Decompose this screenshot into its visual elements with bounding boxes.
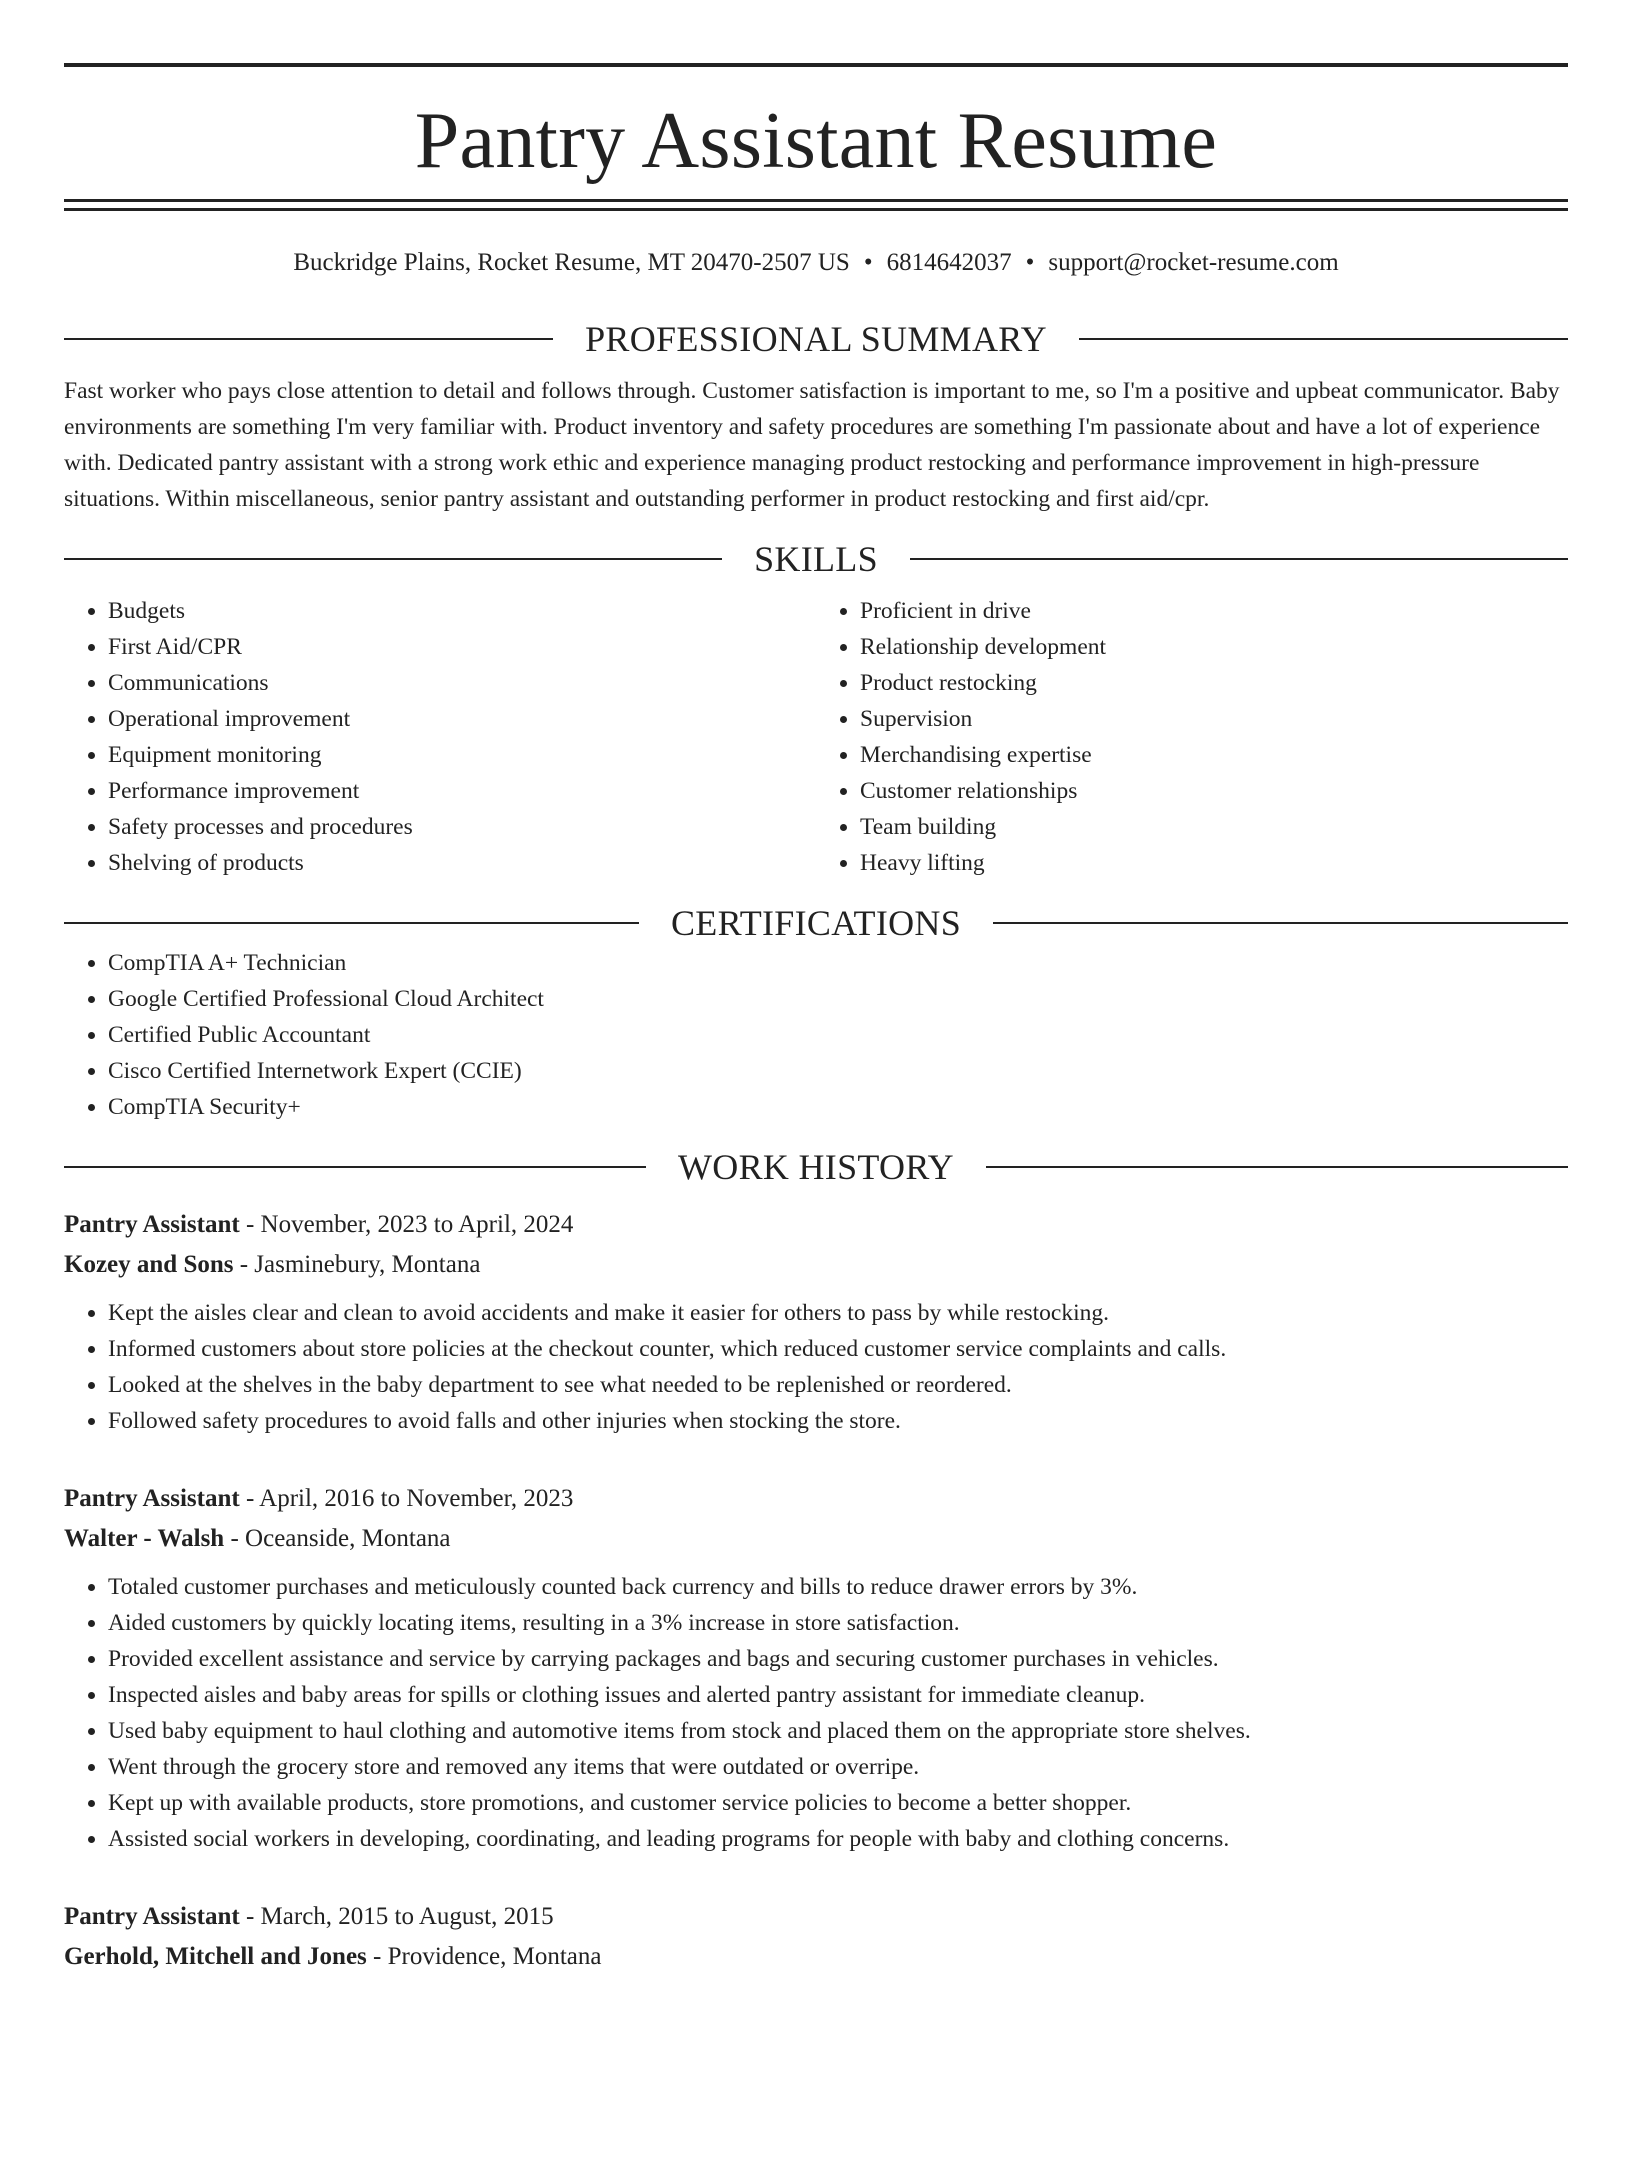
skill-item: • Team building [860,809,1568,845]
job-company-line [64,1519,1568,1559]
skills-list-right [816,593,1568,881]
divider-line [64,338,553,340]
contact-address: Buckridge Plains, Rocket Resume, MT 20470-2507 US [293,249,850,276]
skill-item: • Relationship development [860,629,1568,665]
divider-line [910,558,1568,560]
job-title-line [64,1205,1568,1245]
skill-item: • Safety processes and procedures [108,809,816,845]
job-duty-item: • Looked at the shelves in the baby department to see what needed to be replenished or reordered. [108,1367,1568,1403]
job-duties-list [64,1295,1568,1439]
job-duty-item: • Followed safety procedures to avoid falls and other injuries when stocking the store. [108,1403,1568,1439]
divider-line [986,1166,1568,1168]
certification-item: • CompTIA Security+ [108,1089,1568,1125]
job-duty-item: • Aided customers by quickly locating items, resulting in a 3% increase in store satisfaction. [108,1605,1568,1641]
resume-title: Pantry Assistant Resume [414,97,1218,185]
resume-page [0,63,1632,2175]
skill-item: • Equipment monitoring [108,737,816,773]
job-company-line [64,1245,1568,1285]
divider-line [64,1166,646,1168]
divider-line [1079,338,1568,340]
top-rule [64,63,1568,67]
skills-section-title: SKILLS [754,539,878,579]
job-title-line [64,1897,1568,1937]
divider-line [993,922,1568,924]
skill-item: • First Aid/CPR [108,629,816,665]
job-dates: - April, 2016 to November, 2023 [239,1485,574,1512]
divider-line [64,558,722,560]
job-title: Pantry Assistant [64,1211,240,1238]
skills-columns [64,593,1568,881]
contact-separator: • [1025,249,1035,276]
work-section-header [64,1145,1568,1189]
certification-item: • Google Certified Professional Cloud Architect [108,981,1568,1017]
work-section-title: WORK HISTORY [678,1147,954,1187]
contact-email: support@rocket-resume.com [1048,249,1339,276]
contact-phone: 6814642037 [886,249,1012,276]
certification-item: • CompTIA A+ Technician [108,945,1568,981]
job-location: - Jasminebury, Montana [233,1251,481,1278]
certification-item: • Cisco Certified Internetwork Expert (CCIE) [108,1053,1568,1089]
job-duties-list [64,1569,1568,1857]
job-location: - Oceanside, Montana [224,1525,451,1552]
skill-item: • Performance improvement [108,773,816,809]
job-duty-item: • Used baby equipment to haul clothing and automotive items from stock and placed them on the appropriate store shelves. [108,1713,1568,1749]
job-entry [64,1205,1568,1439]
skill-item: • Budgets [108,593,816,629]
job-dates: - March, 2015 to August, 2015 [239,1903,554,1930]
divider-line [64,922,639,924]
skill-item: • Product restocking [860,665,1568,701]
job-duty-item: • Kept up with available products, store promotions, and customer service policies to become a better shopper. [108,1785,1568,1821]
job-company: Gerhold, Mitchell and Jones [64,1943,367,1970]
job-company: Walter - Walsh [64,1525,225,1552]
job-title: Pantry Assistant [64,1485,240,1512]
job-duty-item: • Went through the grocery store and removed any items that were outdated or overripe. [108,1749,1568,1785]
job-duty-item: • Informed customers about store policies at the checkout counter, which reduced customer service complaints and calls. [108,1331,1568,1367]
certifications-section-title: CERTIFICATIONS [670,903,962,943]
certifications-list [64,945,1568,1125]
certifications-section-header [64,901,1568,945]
job-entry [64,1479,1568,1857]
skill-item: • Communications [108,665,816,701]
skills-section-header [64,537,1568,581]
skill-item: • Proficient in drive [860,593,1568,629]
contact-line [64,247,1568,279]
job-duty-item: • Inspected aisles and baby areas for spills or clothing issues and alerted pantry assistant for immediate cleanup. [108,1677,1568,1713]
job-duty-item: • Totaled customer purchases and meticulously counted back currency and bills to reduce drawer errors by 3%. [108,1569,1568,1605]
certification-item: • Certified Public Accountant [108,1017,1568,1053]
job-dates: - November, 2023 to April, 2024 [239,1211,574,1238]
title-double-rule [64,199,1568,211]
job-title-line [64,1479,1568,1519]
professional-summary: Fast worker who pays close attention to detail and follows through. Customer satisfaction is important to me, so I'm a positive and upbeat communicator. Baby environments are something I'm very familiar with. Product inventory and safety procedures are something I'm passionate about and have a lot of experience with. Dedicated pantry assistant with a strong work ethic and experience managing product restocking and performance improvement in high-pressure situations. Within miscellaneous, senior pantry assistant and outstanding performer in product restocking and first aid/cpr. [64,378,1560,512]
job-title: Pantry Assistant [64,1903,240,1930]
skills-list-left [64,593,816,881]
job-company: Kozey and Sons [64,1251,234,1278]
job-entry [64,1897,1568,1977]
job-duty-item: • Provided excellent assistance and service by carrying packages and bags and securing customer purchases in vehicles. [108,1641,1568,1677]
job-duty-item: • Assisted social workers in developing, coordinating, and leading programs for people with baby and clothing concerns. [108,1821,1568,1857]
work-history [64,1205,1568,1977]
summary-section-header [64,317,1568,361]
skill-item: • Shelving of products [108,845,816,881]
job-location: - Providence, Montana [366,1943,602,1970]
skill-item: • Heavy lifting [860,845,1568,881]
summary-section-title: PROFESSIONAL SUMMARY [585,319,1047,359]
skill-item: • Merchandising expertise [860,737,1568,773]
skill-item: • Customer relationships [860,773,1568,809]
skill-item: • Operational improvement [108,701,816,737]
job-company-line [64,1937,1568,1977]
skill-item: • Supervision [860,701,1568,737]
contact-separator: • [863,249,873,276]
job-duty-item: • Kept the aisles clear and clean to avoid accidents and make it easier for others to pass by while restocking. [108,1295,1568,1331]
